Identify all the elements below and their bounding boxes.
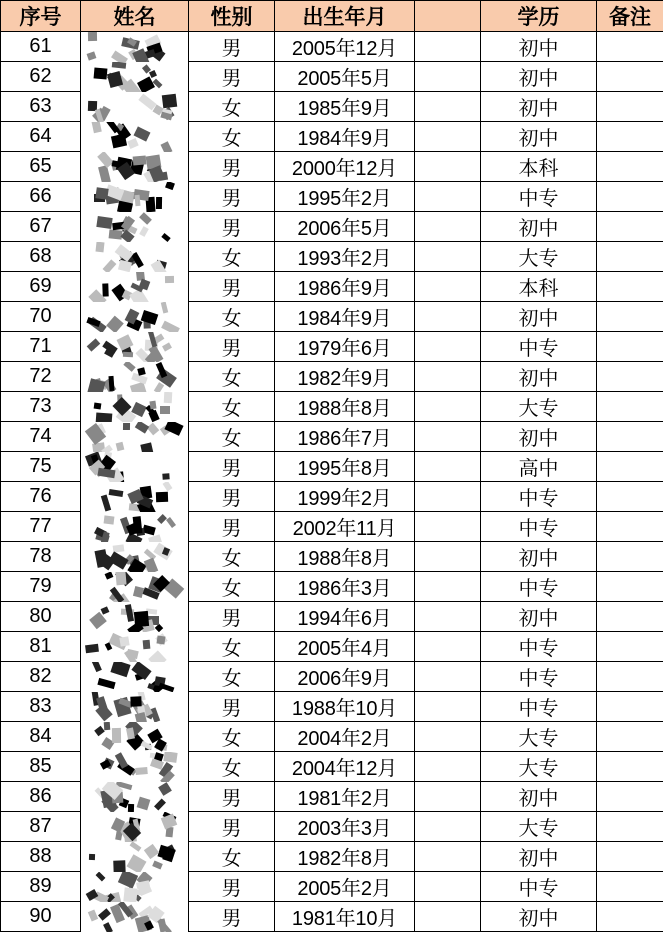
note-cell[interactable] bbox=[597, 242, 663, 272]
sex-cell[interactable]: 男 bbox=[189, 482, 275, 512]
redacted-name-mosaic bbox=[87, 212, 182, 242]
note-cell[interactable] bbox=[597, 62, 663, 92]
sex-cell[interactable]: 男 bbox=[189, 62, 275, 92]
note-cell[interactable] bbox=[597, 302, 663, 332]
name-cell-redacted[interactable] bbox=[81, 692, 189, 722]
name-cell-redacted[interactable] bbox=[81, 332, 189, 362]
sex-cell[interactable]: 男 bbox=[189, 812, 275, 842]
blank-cell[interactable] bbox=[415, 542, 481, 572]
header-no[interactable]: 序号 bbox=[1, 1, 81, 32]
education-cell[interactable]: 高中 bbox=[481, 452, 597, 482]
table-row bbox=[1, 872, 663, 902]
birth-cell[interactable]: 1984年9月 bbox=[275, 302, 415, 332]
name-cell-redacted[interactable] bbox=[81, 722, 189, 752]
blank-cell[interactable] bbox=[415, 722, 481, 752]
education-cell[interactable]: 中专 bbox=[481, 572, 597, 602]
name-cell-redacted[interactable] bbox=[81, 302, 189, 332]
name-cell-redacted[interactable] bbox=[81, 542, 189, 572]
row-no-cell[interactable]: 62 bbox=[1, 62, 81, 92]
sex-cell[interactable]: 女 bbox=[189, 722, 275, 752]
table-row bbox=[1, 152, 663, 182]
birth-cell[interactable]: 1986年9月 bbox=[275, 272, 415, 302]
birth-cell[interactable]: 2000年12月 bbox=[275, 152, 415, 182]
education-cell[interactable]: 初中 bbox=[481, 362, 597, 392]
row-no-cell[interactable]: 79 bbox=[1, 572, 81, 602]
sex-cell[interactable]: 男 bbox=[189, 152, 275, 182]
birth-cell[interactable]: 2002年11月 bbox=[275, 512, 415, 542]
table-row bbox=[1, 812, 663, 842]
blank-cell[interactable] bbox=[415, 362, 481, 392]
education-cell[interactable]: 中专 bbox=[481, 482, 597, 512]
row-no-cell[interactable]: 83 bbox=[1, 692, 81, 722]
note-cell[interactable] bbox=[597, 902, 663, 932]
blank-cell[interactable] bbox=[415, 872, 481, 902]
row-no-cell[interactable]: 82 bbox=[1, 662, 81, 692]
table-row bbox=[1, 32, 663, 62]
table-row bbox=[1, 752, 663, 782]
education-cell[interactable]: 大专 bbox=[481, 722, 597, 752]
birth-cell[interactable]: 1986年3月 bbox=[275, 572, 415, 602]
sex-cell[interactable]: 女 bbox=[189, 392, 275, 422]
sex-cell[interactable]: 女 bbox=[189, 542, 275, 572]
blank-cell[interactable] bbox=[415, 422, 481, 452]
birth-cell[interactable]: 2005年5月 bbox=[275, 62, 415, 92]
blank-cell[interactable] bbox=[415, 482, 481, 512]
note-cell[interactable] bbox=[597, 512, 663, 542]
header-blank[interactable] bbox=[415, 1, 481, 32]
note-cell[interactable] bbox=[597, 722, 663, 752]
sex-cell[interactable]: 男 bbox=[189, 452, 275, 482]
row-no-cell[interactable]: 86 bbox=[1, 782, 81, 812]
redacted-name-mosaic bbox=[87, 32, 182, 62]
table-row bbox=[1, 332, 663, 362]
row-no-cell[interactable]: 87 bbox=[1, 812, 81, 842]
redacted-name-mosaic bbox=[87, 62, 182, 92]
birth-cell[interactable]: 2004年12月 bbox=[275, 752, 415, 782]
name-cell-redacted[interactable] bbox=[81, 662, 189, 692]
table-row bbox=[1, 62, 663, 92]
birth-cell[interactable]: 2005年12月 bbox=[275, 32, 415, 62]
row-no-cell[interactable]: 90 bbox=[1, 902, 81, 932]
name-cell-redacted[interactable] bbox=[81, 32, 189, 62]
row-no-cell[interactable]: 75 bbox=[1, 452, 81, 482]
sex-cell[interactable]: 女 bbox=[189, 842, 275, 872]
name-cell-redacted[interactable] bbox=[81, 212, 189, 242]
row-no-cell[interactable]: 66 bbox=[1, 182, 81, 212]
redacted-name-mosaic bbox=[87, 782, 182, 812]
name-cell-redacted[interactable] bbox=[81, 92, 189, 122]
name-cell-redacted[interactable] bbox=[81, 182, 189, 212]
header-birth[interactable]: 出生年月 bbox=[275, 1, 415, 32]
blank-cell[interactable] bbox=[415, 452, 481, 482]
birth-cell[interactable]: 1993年2月 bbox=[275, 242, 415, 272]
blank-cell[interactable] bbox=[415, 182, 481, 212]
sex-cell[interactable]: 女 bbox=[189, 362, 275, 392]
table-row bbox=[1, 302, 663, 332]
table-row bbox=[1, 722, 663, 752]
note-cell[interactable] bbox=[597, 272, 663, 302]
blank-cell[interactable] bbox=[415, 122, 481, 152]
note-cell[interactable] bbox=[597, 152, 663, 182]
row-no-cell[interactable]: 70 bbox=[1, 302, 81, 332]
education-cell[interactable]: 中专 bbox=[481, 632, 597, 662]
blank-cell[interactable] bbox=[415, 212, 481, 242]
name-cell-redacted[interactable] bbox=[81, 602, 189, 632]
name-cell-redacted[interactable] bbox=[81, 482, 189, 512]
row-no-cell[interactable]: 72 bbox=[1, 362, 81, 392]
row-no-cell[interactable]: 67 bbox=[1, 212, 81, 242]
redacted-name-mosaic bbox=[87, 632, 182, 662]
birth-cell[interactable]: 1995年2月 bbox=[275, 182, 415, 212]
birth-cell[interactable]: 2006年9月 bbox=[275, 662, 415, 692]
redacted-name-mosaic bbox=[87, 332, 182, 362]
name-cell-redacted[interactable] bbox=[81, 152, 189, 182]
redacted-name-mosaic bbox=[87, 392, 182, 422]
redacted-name-mosaic bbox=[87, 902, 182, 932]
row-no-cell[interactable]: 74 bbox=[1, 422, 81, 452]
redacted-name-mosaic bbox=[87, 122, 182, 152]
education-cell[interactable]: 本科 bbox=[481, 272, 597, 302]
note-cell[interactable] bbox=[597, 692, 663, 722]
blank-cell[interactable] bbox=[415, 632, 481, 662]
sex-cell[interactable]: 女 bbox=[189, 662, 275, 692]
table-row bbox=[1, 542, 663, 572]
birth-cell[interactable]: 1979年6月 bbox=[275, 332, 415, 362]
redacted-name-mosaic bbox=[87, 302, 182, 332]
header-sex[interactable]: 性别 bbox=[189, 1, 275, 32]
note-cell[interactable] bbox=[597, 452, 663, 482]
table-row bbox=[1, 392, 663, 422]
table-row bbox=[1, 242, 663, 272]
education-cell[interactable]: 初中 bbox=[481, 302, 597, 332]
row-no-cell[interactable]: 84 bbox=[1, 722, 81, 752]
table-row bbox=[1, 632, 663, 662]
birth-cell[interactable]: 2003年3月 bbox=[275, 812, 415, 842]
birth-cell[interactable]: 1999年2月 bbox=[275, 482, 415, 512]
note-cell[interactable] bbox=[597, 812, 663, 842]
note-cell[interactable] bbox=[597, 542, 663, 572]
birth-cell[interactable]: 1995年8月 bbox=[275, 452, 415, 482]
redacted-name-mosaic bbox=[87, 92, 182, 122]
name-cell-redacted[interactable] bbox=[81, 872, 189, 902]
blank-cell[interactable] bbox=[415, 692, 481, 722]
name-cell-redacted[interactable] bbox=[81, 362, 189, 392]
education-cell[interactable]: 初中 bbox=[481, 62, 597, 92]
sex-cell[interactable]: 女 bbox=[189, 242, 275, 272]
name-cell-redacted[interactable] bbox=[81, 422, 189, 452]
redacted-name-mosaic bbox=[87, 362, 182, 392]
row-no-cell[interactable]: 68 bbox=[1, 242, 81, 272]
redacted-name-mosaic bbox=[87, 692, 182, 722]
sex-cell[interactable]: 男 bbox=[189, 602, 275, 632]
table-row bbox=[1, 362, 663, 392]
sex-cell[interactable]: 女 bbox=[189, 572, 275, 602]
redacted-name-mosaic bbox=[87, 602, 182, 632]
education-cell[interactable]: 初中 bbox=[481, 602, 597, 632]
note-cell[interactable] bbox=[597, 362, 663, 392]
blank-cell[interactable] bbox=[415, 332, 481, 362]
name-cell-redacted[interactable] bbox=[81, 62, 189, 92]
redacted-name-mosaic bbox=[87, 452, 182, 482]
education-cell[interactable]: 初中 bbox=[481, 212, 597, 242]
header-name[interactable]: 姓名 bbox=[81, 1, 189, 32]
education-cell[interactable]: 初中 bbox=[481, 32, 597, 62]
redacted-name-mosaic bbox=[87, 152, 182, 182]
table-row bbox=[1, 902, 663, 932]
table-row bbox=[1, 122, 663, 152]
redacted-name-mosaic bbox=[87, 662, 182, 692]
table-row bbox=[1, 782, 663, 812]
blank-cell[interactable] bbox=[415, 62, 481, 92]
blank-cell[interactable] bbox=[415, 902, 481, 932]
blank-cell[interactable] bbox=[415, 272, 481, 302]
sex-cell[interactable]: 女 bbox=[189, 422, 275, 452]
name-cell-redacted[interactable] bbox=[81, 242, 189, 272]
table-row bbox=[1, 512, 663, 542]
birth-cell[interactable]: 2005年4月 bbox=[275, 632, 415, 662]
birth-cell[interactable]: 1994年6月 bbox=[275, 602, 415, 632]
row-no-cell[interactable]: 76 bbox=[1, 482, 81, 512]
education-cell[interactable]: 初中 bbox=[481, 542, 597, 572]
row-no-cell[interactable]: 64 bbox=[1, 122, 81, 152]
note-cell[interactable] bbox=[597, 482, 663, 512]
sex-cell[interactable]: 女 bbox=[189, 92, 275, 122]
note-cell[interactable] bbox=[597, 752, 663, 782]
blank-cell[interactable] bbox=[415, 32, 481, 62]
blank-cell[interactable] bbox=[415, 782, 481, 812]
table-row bbox=[1, 602, 663, 632]
table-row bbox=[1, 692, 663, 722]
blank-cell[interactable] bbox=[415, 512, 481, 542]
blank-cell[interactable] bbox=[415, 812, 481, 842]
redacted-name-mosaic bbox=[87, 272, 182, 302]
education-cell[interactable]: 初中 bbox=[481, 902, 597, 932]
sex-cell[interactable]: 男 bbox=[189, 902, 275, 932]
name-cell-redacted[interactable] bbox=[81, 512, 189, 542]
name-cell-redacted[interactable] bbox=[81, 572, 189, 602]
sex-cell[interactable]: 女 bbox=[189, 122, 275, 152]
blank-cell[interactable] bbox=[415, 842, 481, 872]
name-cell-redacted[interactable] bbox=[81, 122, 189, 152]
birth-cell[interactable]: 1981年10月 bbox=[275, 902, 415, 932]
redacted-name-mosaic bbox=[87, 512, 182, 542]
note-cell[interactable] bbox=[597, 332, 663, 362]
blank-cell[interactable] bbox=[415, 752, 481, 782]
sex-cell[interactable]: 男 bbox=[189, 332, 275, 362]
redacted-name-mosaic bbox=[87, 842, 182, 872]
sex-cell[interactable]: 男 bbox=[189, 32, 275, 62]
sex-cell[interactable]: 男 bbox=[189, 212, 275, 242]
birth-cell[interactable]: 2005年2月 bbox=[275, 872, 415, 902]
redacted-name-mosaic bbox=[87, 542, 182, 572]
table-row bbox=[1, 182, 663, 212]
row-no-cell[interactable]: 61 bbox=[1, 32, 81, 62]
header-note[interactable]: 备注 bbox=[597, 1, 663, 32]
note-cell[interactable] bbox=[597, 212, 663, 242]
redacted-name-mosaic bbox=[87, 872, 182, 902]
note-cell[interactable] bbox=[597, 872, 663, 902]
education-cell[interactable]: 中专 bbox=[481, 182, 597, 212]
row-no-cell[interactable]: 65 bbox=[1, 152, 81, 182]
redacted-name-mosaic bbox=[87, 812, 182, 842]
row-no-cell[interactable]: 80 bbox=[1, 602, 81, 632]
note-cell[interactable] bbox=[597, 842, 663, 872]
row-no-cell[interactable]: 77 bbox=[1, 512, 81, 542]
note-cell[interactable] bbox=[597, 32, 663, 62]
table-row bbox=[1, 452, 663, 482]
redacted-name-mosaic bbox=[87, 752, 182, 782]
note-cell[interactable] bbox=[597, 782, 663, 812]
sex-cell[interactable]: 男 bbox=[189, 512, 275, 542]
header-row bbox=[1, 1, 663, 32]
education-cell[interactable]: 中专 bbox=[481, 512, 597, 542]
table-row bbox=[1, 422, 663, 452]
table-row bbox=[1, 572, 663, 602]
blank-cell[interactable] bbox=[415, 662, 481, 692]
education-cell[interactable]: 中专 bbox=[481, 662, 597, 692]
name-cell-redacted[interactable] bbox=[81, 272, 189, 302]
birth-cell[interactable]: 1981年2月 bbox=[275, 782, 415, 812]
table-row bbox=[1, 92, 663, 122]
education-cell[interactable]: 初中 bbox=[481, 782, 597, 812]
blank-cell[interactable] bbox=[415, 152, 481, 182]
education-cell[interactable]: 初中 bbox=[481, 422, 597, 452]
table-row bbox=[1, 482, 663, 512]
note-cell[interactable] bbox=[597, 92, 663, 122]
row-no-cell[interactable]: 88 bbox=[1, 842, 81, 872]
row-no-cell[interactable]: 69 bbox=[1, 272, 81, 302]
row-no-cell[interactable]: 85 bbox=[1, 752, 81, 782]
blank-cell[interactable] bbox=[415, 392, 481, 422]
sex-cell[interactable]: 女 bbox=[189, 632, 275, 662]
blank-cell[interactable] bbox=[415, 242, 481, 272]
education-cell[interactable]: 中专 bbox=[481, 872, 597, 902]
birth-cell[interactable]: 1988年8月 bbox=[275, 392, 415, 422]
note-cell[interactable] bbox=[597, 182, 663, 212]
table-row bbox=[1, 272, 663, 302]
name-cell-redacted[interactable] bbox=[81, 392, 189, 422]
redacted-name-mosaic bbox=[87, 242, 182, 272]
sex-cell[interactable]: 男 bbox=[189, 782, 275, 812]
sex-cell[interactable]: 男 bbox=[189, 872, 275, 902]
redacted-name-mosaic bbox=[87, 182, 182, 212]
row-no-cell[interactable]: 81 bbox=[1, 632, 81, 662]
birth-cell[interactable]: 2006年5月 bbox=[275, 212, 415, 242]
blank-cell[interactable] bbox=[415, 92, 481, 122]
redacted-name-mosaic bbox=[87, 422, 182, 452]
row-no-cell[interactable]: 71 bbox=[1, 332, 81, 362]
name-cell-redacted[interactable] bbox=[81, 842, 189, 872]
blank-cell[interactable] bbox=[415, 572, 481, 602]
note-cell[interactable] bbox=[597, 422, 663, 452]
education-cell[interactable]: 初中 bbox=[481, 842, 597, 872]
name-cell-redacted[interactable] bbox=[81, 782, 189, 812]
note-cell[interactable] bbox=[597, 572, 663, 602]
birth-cell[interactable]: 1982年9月 bbox=[275, 362, 415, 392]
birth-cell[interactable]: 1985年9月 bbox=[275, 92, 415, 122]
table-body bbox=[1, 32, 663, 932]
sex-cell[interactable]: 女 bbox=[189, 752, 275, 782]
sex-cell[interactable]: 女 bbox=[189, 302, 275, 332]
education-cell[interactable]: 初中 bbox=[481, 122, 597, 152]
education-cell[interactable]: 中专 bbox=[481, 332, 597, 362]
name-cell-redacted[interactable] bbox=[81, 452, 189, 482]
birth-cell[interactable]: 1982年8月 bbox=[275, 842, 415, 872]
name-cell-redacted[interactable] bbox=[81, 902, 189, 932]
note-cell[interactable] bbox=[597, 122, 663, 152]
note-cell[interactable] bbox=[597, 662, 663, 692]
sex-cell[interactable]: 男 bbox=[189, 182, 275, 212]
education-cell[interactable]: 中专 bbox=[481, 692, 597, 722]
education-cell[interactable]: 大专 bbox=[481, 242, 597, 272]
education-cell[interactable]: 初中 bbox=[481, 92, 597, 122]
blank-cell[interactable] bbox=[415, 302, 481, 332]
note-cell[interactable] bbox=[597, 392, 663, 422]
education-cell[interactable]: 大专 bbox=[481, 812, 597, 842]
redacted-name-mosaic bbox=[87, 572, 182, 602]
row-no-cell[interactable]: 63 bbox=[1, 92, 81, 122]
name-cell-redacted[interactable] bbox=[81, 812, 189, 842]
note-cell[interactable] bbox=[597, 632, 663, 662]
table-row bbox=[1, 842, 663, 872]
note-cell[interactable] bbox=[597, 602, 663, 632]
blank-cell[interactable] bbox=[415, 602, 481, 632]
education-cell[interactable]: 大专 bbox=[481, 392, 597, 422]
birth-cell[interactable]: 1984年9月 bbox=[275, 122, 415, 152]
table-row bbox=[1, 662, 663, 692]
education-cell[interactable]: 大专 bbox=[481, 752, 597, 782]
name-cell-redacted[interactable] bbox=[81, 752, 189, 782]
row-no-cell[interactable]: 78 bbox=[1, 542, 81, 572]
redacted-name-mosaic bbox=[87, 482, 182, 512]
sex-cell[interactable]: 男 bbox=[189, 272, 275, 302]
row-no-cell[interactable]: 73 bbox=[1, 392, 81, 422]
birth-cell[interactable]: 1988年8月 bbox=[275, 542, 415, 572]
sex-cell[interactable]: 男 bbox=[189, 692, 275, 722]
birth-cell[interactable]: 1988年10月 bbox=[275, 692, 415, 722]
header-edu[interactable]: 学历 bbox=[481, 1, 597, 32]
redacted-name-mosaic bbox=[87, 722, 182, 752]
birth-cell[interactable]: 1986年7月 bbox=[275, 422, 415, 452]
name-cell-redacted[interactable] bbox=[81, 632, 189, 662]
row-no-cell[interactable]: 89 bbox=[1, 872, 81, 902]
birth-cell[interactable]: 2004年2月 bbox=[275, 722, 415, 752]
education-cell[interactable]: 本科 bbox=[481, 152, 597, 182]
table-row bbox=[1, 212, 663, 242]
